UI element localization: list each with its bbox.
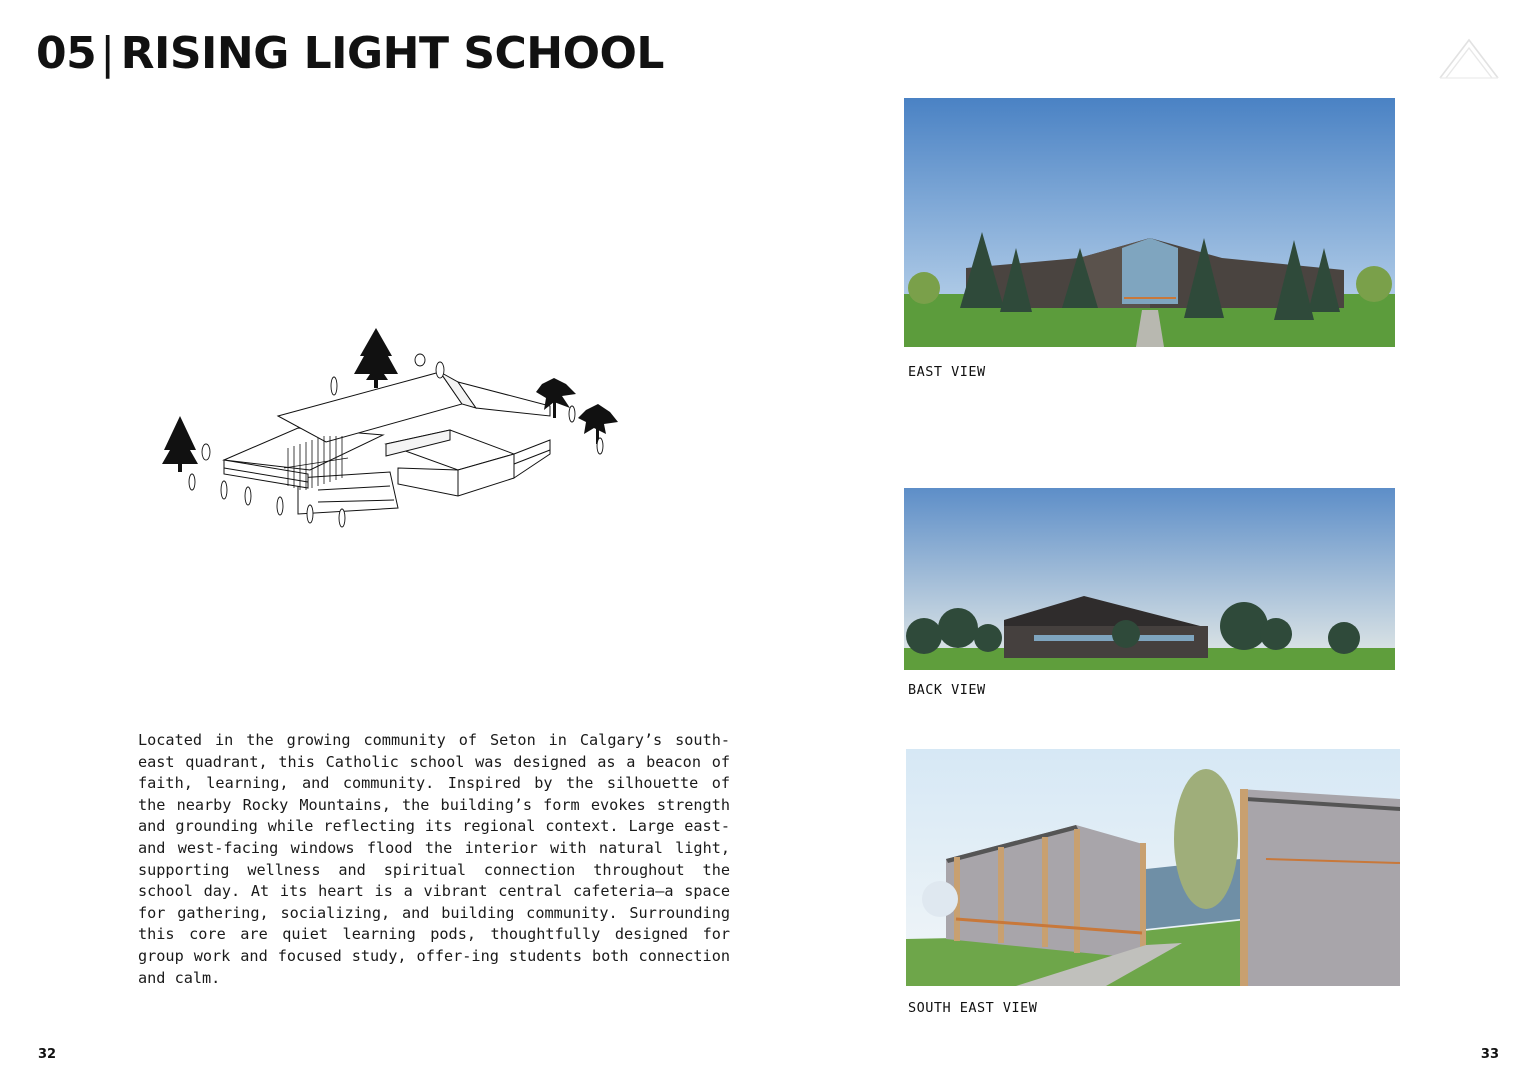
- south-east-view-render: [906, 749, 1400, 986]
- south-east-view-caption: SOUTH EAST VIEW: [908, 1000, 1038, 1016]
- axonometric-drawing: [158, 318, 628, 540]
- back-view-render: [904, 488, 1395, 670]
- project-title: RISING LIGHT SCHOOL: [120, 28, 664, 79]
- back-view-caption: BACK VIEW: [908, 682, 986, 698]
- page-number-left: 32: [38, 1047, 57, 1062]
- project-description: Located in the growing community of Seton in Calgary’s south-east quadrant, this Catholic school was designed as a beacon of faith, learning, and community. Inspired by the silhouette of the nearby Rocky Mountains, the building’s form evokes strength and grounding while reflecting its regional context. Large east- and west-facing windows flood the interior with natural light, supporting wellness and spiritual connection throughout the school day. At its heart is a vibrant central cafeteria—a space for gathering, socializing, and building community. Surrounding this core are quiet learning pods, thoughtfully designed for group work and focused study, offer-ing students both connection and calm.: [138, 731, 730, 987]
- page-title: [36, 28, 664, 79]
- project-number: 05: [36, 28, 97, 79]
- east-view-render: [904, 98, 1395, 347]
- east-view-caption: EAST VIEW: [908, 364, 986, 380]
- mountain-peak-logo-icon: [1438, 36, 1500, 82]
- title-separator: |: [100, 28, 115, 79]
- page-number-right: 33: [1480, 1047, 1499, 1062]
